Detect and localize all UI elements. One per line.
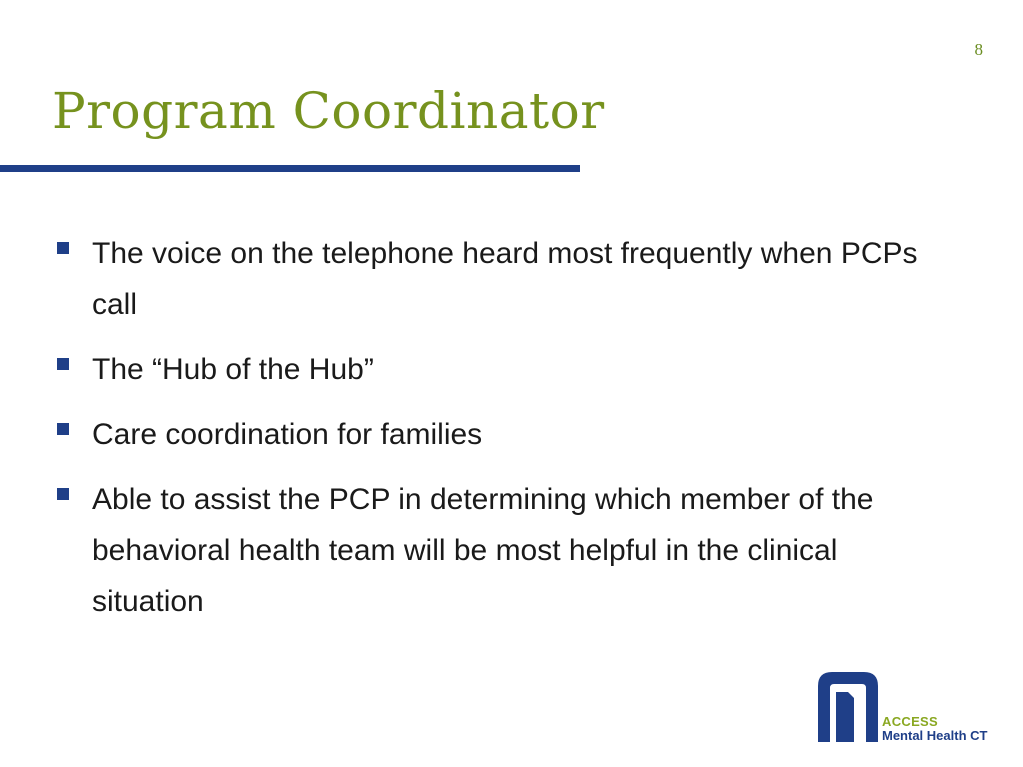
square-bullet-icon	[57, 488, 69, 500]
slide-title: Program Coordinator	[52, 82, 605, 140]
list-item	[54, 344, 954, 395]
bullet-text: The voice on the telephone heard most frequently when PCPs call	[92, 237, 918, 321]
access-logo-icon	[818, 672, 878, 742]
bullet-text: Able to assist the PCP in determining which member of the behavioral health team will be most helpful in the clinical situation	[92, 483, 874, 618]
bullet-text: The “Hub of the Hub”	[92, 353, 374, 386]
list-item	[54, 409, 954, 460]
bullet-text: Care coordination for families	[92, 418, 483, 451]
slide-number: 8	[974, 40, 983, 59]
title-underline	[0, 165, 580, 172]
logo-wordmark	[882, 715, 987, 743]
bullet-list	[54, 228, 954, 641]
logo-line-mhct: Mental Health CT	[882, 728, 988, 743]
logo-line-access: ACCESS	[882, 714, 938, 729]
square-bullet-icon	[57, 242, 69, 254]
square-bullet-icon	[57, 358, 69, 370]
square-bullet-icon	[57, 423, 69, 435]
list-item	[54, 228, 954, 330]
list-item	[54, 474, 954, 627]
access-logo	[818, 672, 998, 744]
